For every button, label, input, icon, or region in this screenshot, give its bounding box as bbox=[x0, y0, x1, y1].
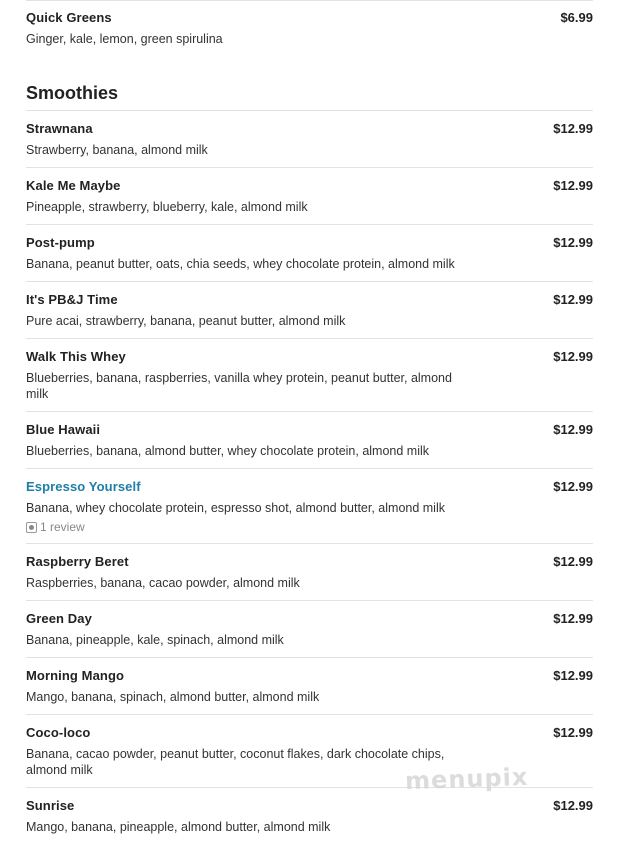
item-price: $12.99 bbox=[553, 668, 593, 683]
menu-item bbox=[26, 411, 593, 468]
item-price: $12.99 bbox=[553, 554, 593, 569]
item-price: $12.99 bbox=[553, 349, 593, 364]
item-description: Mango, banana, pineapple, almond butter, almond milk bbox=[26, 820, 331, 834]
item-price: $12.99 bbox=[553, 479, 593, 494]
item-name: Post-pump bbox=[26, 235, 95, 250]
item-description: Banana, peanut butter, oats, chia seeds, whey chocolate protein, almond milk bbox=[26, 257, 455, 271]
watermark: menupix bbox=[404, 762, 529, 796]
item-description: Ginger, kale, lemon, green spirulina bbox=[26, 32, 223, 46]
menu-item bbox=[26, 600, 593, 657]
item-price: $6.99 bbox=[560, 10, 593, 25]
item-price: $12.99 bbox=[553, 235, 593, 250]
item-price: $12.99 bbox=[553, 178, 593, 193]
review-link[interactable] bbox=[26, 520, 593, 534]
item-name: Green Day bbox=[26, 611, 92, 626]
item-price: $12.99 bbox=[553, 292, 593, 307]
item-description: Banana, pineapple, kale, spinach, almond milk bbox=[26, 633, 284, 647]
menu-item bbox=[26, 787, 593, 844]
item-name: Walk This Whey bbox=[26, 349, 126, 364]
item-name-link[interactable]: Espresso Yourself bbox=[26, 479, 141, 494]
item-description: Strawberry, banana, almond milk bbox=[26, 143, 208, 157]
item-description: Mango, banana, spinach, almond butter, almond milk bbox=[26, 690, 320, 704]
review-count: 1 review bbox=[40, 520, 85, 534]
item-description: Banana, cacao powder, peanut butter, coconut flakes, dark chocolate chips, almond milk bbox=[26, 747, 445, 777]
item-price: $12.99 bbox=[553, 422, 593, 437]
menu-item bbox=[26, 657, 593, 714]
item-name: Morning Mango bbox=[26, 668, 125, 683]
item-name: Kale Me Maybe bbox=[26, 178, 121, 193]
menu-page bbox=[26, 0, 593, 844]
item-description: Blueberries, banana, raspberries, vanilla whey protein, peanut butter, almond milk bbox=[26, 371, 452, 401]
menu-item bbox=[26, 338, 593, 411]
menu-item bbox=[26, 543, 593, 600]
menu-item bbox=[26, 0, 593, 56]
menu-item bbox=[26, 167, 593, 224]
item-name: It's PB&J Time bbox=[26, 292, 118, 307]
menu-item bbox=[26, 468, 593, 543]
item-description: Raspberries, banana, cacao powder, almond milk bbox=[26, 576, 300, 590]
item-description: Banana, whey chocolate protein, espresso shot, almond butter, almond milk bbox=[26, 501, 445, 515]
menu-item bbox=[26, 110, 593, 167]
item-price: $12.99 bbox=[553, 611, 593, 626]
item-price: $12.99 bbox=[553, 798, 593, 813]
item-name: Coco-loco bbox=[26, 725, 91, 740]
section-title: Smoothies bbox=[26, 83, 119, 103]
menu-item bbox=[26, 224, 593, 281]
item-name: Quick Greens bbox=[26, 10, 112, 25]
item-name: Sunrise bbox=[26, 798, 75, 813]
item-description: Blueberries, banana, almond butter, whey chocolate protein, almond milk bbox=[26, 444, 430, 458]
review-icon bbox=[26, 522, 37, 533]
item-price: $12.99 bbox=[553, 121, 593, 136]
item-name: Raspberry Beret bbox=[26, 554, 129, 569]
item-price: $12.99 bbox=[553, 725, 593, 740]
item-name: Strawnana bbox=[26, 121, 93, 136]
menu-item bbox=[26, 281, 593, 338]
item-description: Pure acai, strawberry, banana, peanut butter, almond milk bbox=[26, 314, 346, 328]
item-description: Pineapple, strawberry, blueberry, kale, almond milk bbox=[26, 200, 308, 214]
item-name: Blue Hawaii bbox=[26, 422, 101, 437]
